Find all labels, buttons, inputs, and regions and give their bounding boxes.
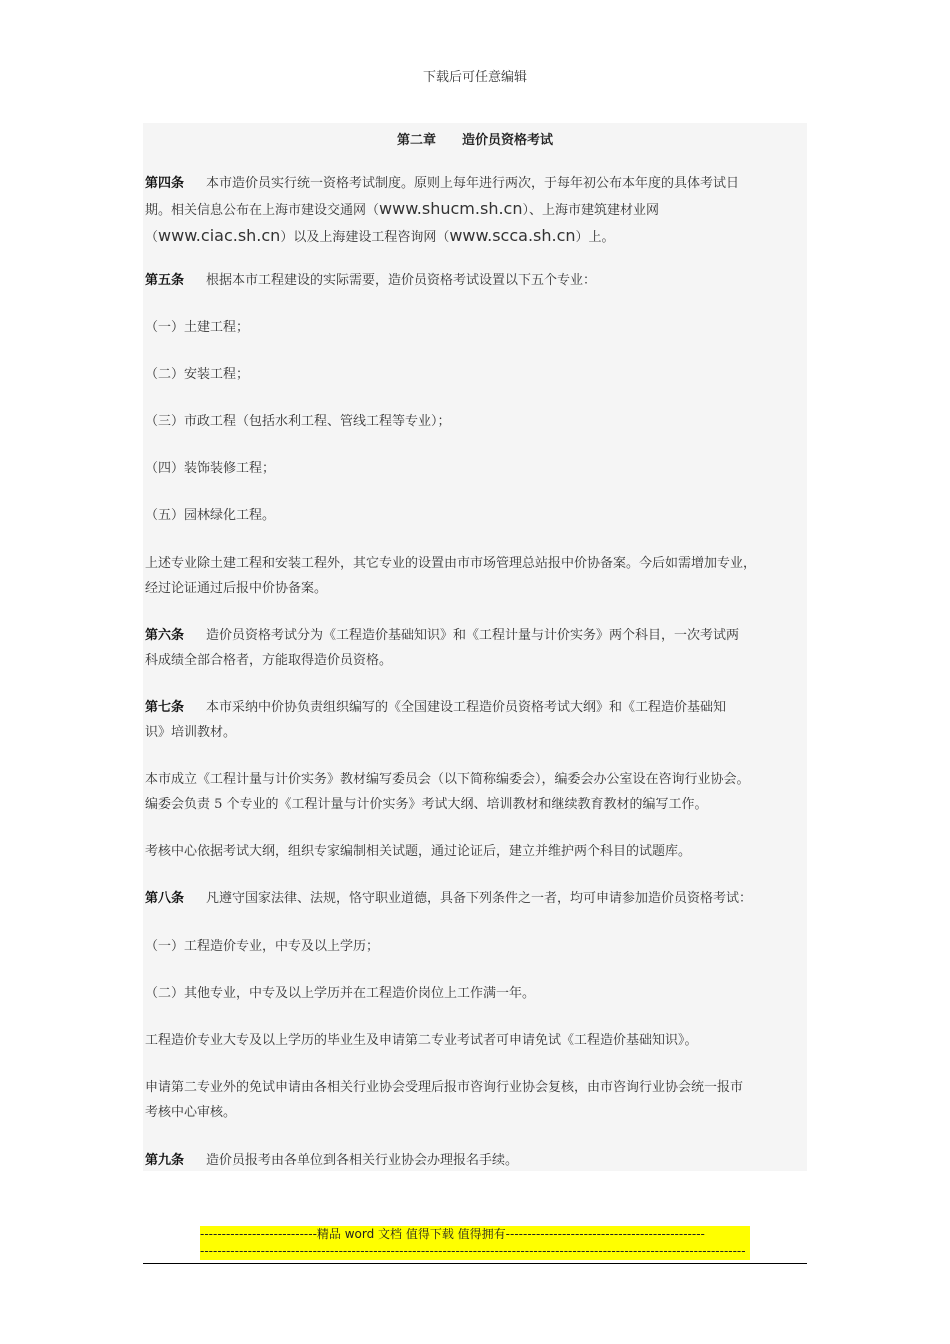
banner-line: ------------------------------------------------------------------------------------------------------------------------------ [200,1244,746,1258]
article-text: 科成绩全部合格者，方能取得造价员资格。 [145,653,393,668]
list-item: （三）市政工程（包括水利工程、管线工程等专业）； [145,414,451,429]
footer-rule [143,1263,807,1264]
article-text: （ [145,230,159,245]
article-text: 识》培训教材。 [145,725,237,740]
article-label: 第五条 [145,273,185,288]
article-7 [145,695,726,745]
url-link[interactable]: www.scca.sh.cn [449,226,576,245]
article-label: 第八条 [145,891,185,906]
article-text: 根据本市工程建设的实际需要，造价员资格考试设置以下五个专业： [206,273,597,288]
article-9 [145,1148,518,1173]
article-text: ）、上海市建筑建材业网 [522,203,659,218]
article-text: 期。相关信息公布在上海市建设交通网（ [145,203,380,218]
banner-line: ---------------------------精品 word 文档 值得下载 值得拥有---------------------------------------------- [200,1227,705,1241]
paragraph [145,551,756,601]
article-text: ）上。 [575,230,615,245]
article-4 [145,171,739,250]
article-label: 第六条 [145,628,185,643]
article-text: ）以及上海建设工程咨询网（ [280,230,450,245]
article-text: 造价员资格考试分为《工程造价基础知识》和《工程计量与计价实务》两个科目，一次考试两 [206,628,740,643]
article-label: 第七条 [145,700,185,715]
article-6 [145,623,739,673]
list-item: （二）其他专业，中专及以上学历并在工程造价岗位上工作满一年。 [145,986,536,1001]
paragraph [145,767,750,817]
header-note: 下载后可任意编辑 [422,70,527,85]
list-item: （二）安装工程； [145,367,250,382]
paragraph-text: 本市成立《工程计量与计价实务》教材编写委员会（以下简称编委会），编委会办公室设在咨询行业协会。 [145,772,750,787]
chapter-title: 第二章 造价员资格考试 [396,133,553,148]
footer-banner [200,1226,750,1260]
article-text: 凡遵守国家法律、法规，恪守职业道德，具备下列条件之一者，均可申请参加造价员资格考试： [206,891,753,906]
paragraph-text: 经过论证通过后报中价协备案。 [145,581,328,596]
paragraph: 考核中心依据考试大纲，组织专家编制相关试题，通过论证后，建立并维护两个科目的试题库。 [145,844,692,859]
paragraph-text: 上述专业除土建工程和安装工程外，其它专业的设置由市市场管理总站报中价协备案。今后如需增加专业， [145,556,757,571]
list-item: （五）园林绿化工程。 [145,508,276,523]
article-label: 第四条 [145,176,185,191]
paragraph-text: 编委会负责 5 个专业的《工程计量与计价实务》考试大纲、培训教材和继续教育教材的编写工作。 [145,797,708,812]
article-text: 本市造价员实行统一资格考试制度。原则上每年进行两次，于每年初公布本年度的具体考试日 [206,176,740,191]
article-5 [145,268,596,293]
article-text: 造价员报考由各单位到各相关行业协会办理报名手续。 [206,1153,519,1168]
paragraph-text: 申请第二专业外的免试申请由各相关行业协会受理后报市咨询行业协会复核，由市咨询行业协会统一报市 [145,1080,744,1095]
article-8 [145,886,752,911]
list-item: （一）工程造价专业，中专及以上学历； [145,939,380,954]
article-text: 本市采纳中价协负责组织编写的《全国建设工程造价员资格考试大纲》和《工程造价基础知 [206,700,727,715]
list-item: （一）土建工程； [145,320,250,335]
url-link[interactable]: www.shucm.sh.cn [379,199,523,218]
paragraph: 工程造价专业大专及以上学历的毕业生及申请第二专业考试者可申请免试《工程造价基础知识》。 [145,1033,698,1048]
url-link[interactable]: www.ciac.sh.cn [158,226,281,245]
paragraph [145,1075,743,1125]
list-item: （四）装饰装修工程； [145,461,276,476]
paragraph-text: 考核中心审核。 [145,1105,237,1120]
article-label: 第九条 [145,1153,185,1168]
